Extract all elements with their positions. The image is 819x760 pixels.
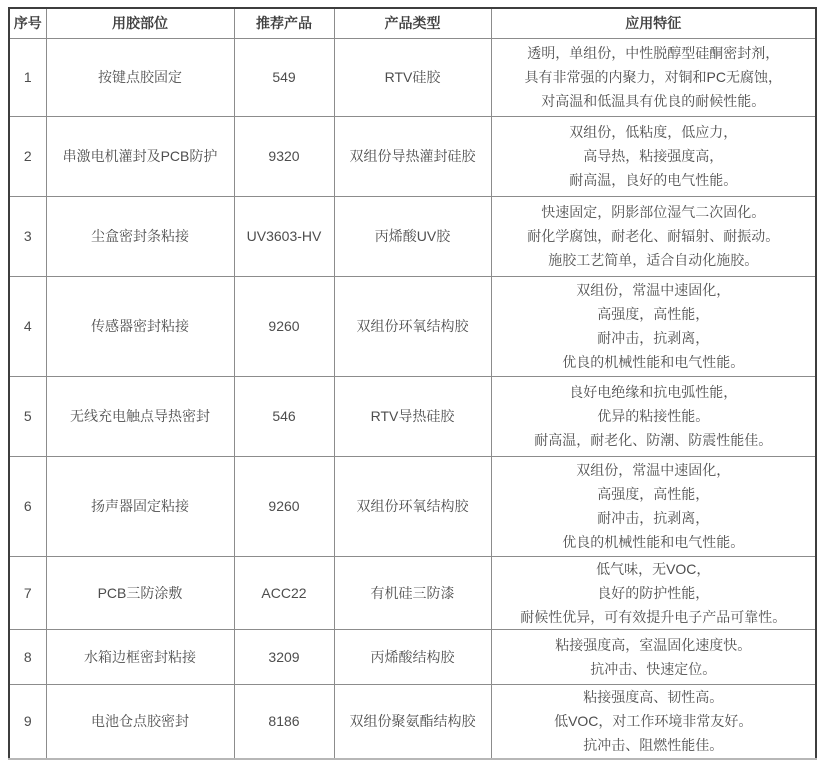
feature-line: 耐高温，耐老化、防潮、防震性能佳。 [534, 432, 773, 448]
table-row [9, 276, 816, 376]
feature-line: 对高温和低温具有优良的耐候性能。 [541, 93, 766, 109]
cell-application-features [491, 196, 816, 276]
feature-line: 快速固定，阴影部位湿气二次固化。 [541, 204, 766, 220]
feature-line: 透明，单组份，中性脱醇型硅酮密封剂， [527, 45, 780, 61]
feature-line: 耐高温，良好的电气性能。 [569, 172, 738, 188]
cell-index: 1 [9, 38, 46, 116]
table-row [9, 38, 816, 116]
table-row [9, 196, 816, 276]
cell-glue-part: 无线充电触点导热密封 [46, 376, 234, 456]
feature-line: 耐冲击，抗剥离， [597, 330, 710, 346]
feature-line: 双组份，常温中速固化， [576, 462, 731, 478]
cell-application-features [491, 629, 816, 684]
feature-line: 耐候性优异，可有效提升电子产品可靠性。 [520, 608, 787, 625]
table-row [9, 456, 816, 556]
feature-line: 抗冲击、快速定位。 [590, 660, 717, 677]
cell-recommended-product: UV3603-HV [234, 196, 334, 276]
cell-product-type: RTV硅胶 [334, 38, 491, 116]
table-row [9, 684, 816, 759]
feature-line: 低气味，无VOC， [596, 560, 711, 577]
cell-recommended-product: 3209 [234, 629, 334, 684]
cell-application-features [491, 376, 816, 456]
cell-product-type: 双组份环氧结构胶 [334, 456, 491, 556]
cell-recommended-product: 9320 [234, 116, 334, 196]
feature-line: 施胶工艺简单，适合自动化施胶。 [548, 252, 759, 268]
cell-glue-part: 传感器密封粘接 [46, 276, 234, 376]
col-header-glue-part: 用胶部位 [46, 8, 234, 38]
feature-line: 低VOC，对工作环境非常友好。 [554, 713, 753, 730]
cell-product-type: RTV导热硅胶 [334, 376, 491, 456]
feature-line: 粘接强度高，室温固化速度快。 [555, 636, 752, 653]
cell-application-features [491, 38, 816, 116]
cell-index: 7 [9, 556, 46, 629]
feature-line: 优良的机械性能和电气性能。 [562, 354, 745, 370]
table-row [9, 376, 816, 456]
cell-glue-part: 串激电机灌封及PCB防护 [46, 116, 234, 196]
cell-product-type: 丙烯酸UV胶 [334, 196, 491, 276]
product-spec-table [8, 7, 817, 760]
cell-recommended-product: 9260 [234, 276, 334, 376]
cell-index: 8 [9, 629, 46, 684]
col-header-product-type: 产品类型 [334, 8, 491, 38]
feature-line: 高强度，高性能， [597, 306, 710, 322]
feature-line: 优良的机械性能和电气性能。 [562, 534, 745, 550]
cell-index: 6 [9, 456, 46, 556]
feature-line: 耐冲击，抗剥离， [597, 510, 710, 526]
cell-recommended-product: 8186 [234, 684, 334, 759]
table-header-row [9, 8, 816, 38]
cell-index: 3 [9, 196, 46, 276]
cell-index: 5 [9, 376, 46, 456]
cell-glue-part: 按键点胶固定 [46, 38, 234, 116]
cell-index: 2 [9, 116, 46, 196]
cell-application-features [491, 556, 816, 629]
cell-recommended-product: 9260 [234, 456, 334, 556]
cell-glue-part: 水箱边框密封粘接 [46, 629, 234, 684]
cell-index: 4 [9, 276, 46, 376]
cell-application-features [491, 116, 816, 196]
cell-index: 9 [9, 684, 46, 759]
cell-glue-part: PCB三防涂敷 [46, 556, 234, 629]
feature-line: 具有非常强的内聚力，对铜和PC无腐蚀， [524, 69, 782, 85]
cell-recommended-product: ACC22 [234, 556, 334, 629]
cell-glue-part: 尘盒密封条粘接 [46, 196, 234, 276]
feature-line: 高强度，高性能， [597, 486, 710, 502]
cell-product-type: 丙烯酸结构胶 [334, 629, 491, 684]
feature-line: 耐化学腐蚀，耐老化、耐辐射、耐振动。 [527, 228, 780, 244]
feature-line: 双组份，常温中速固化， [576, 282, 731, 298]
cell-glue-part: 扬声器固定粘接 [46, 456, 234, 556]
table-row [9, 629, 816, 684]
cell-application-features [491, 456, 816, 556]
col-header-application-features: 应用特征 [491, 8, 816, 38]
cell-application-features [491, 276, 816, 376]
feature-line: 粘接强度高、韧性高。 [583, 689, 724, 706]
cell-product-type: 双组份聚氨酯结构胶 [334, 684, 491, 759]
table-row [9, 556, 816, 629]
cell-product-type: 双组份环氧结构胶 [334, 276, 491, 376]
cell-recommended-product: 546 [234, 376, 334, 456]
feature-line: 抗冲击、阻燃性能佳。 [583, 737, 724, 754]
cell-glue-part: 电池仓点胶密封 [46, 684, 234, 759]
cell-product-type: 有机硅三防漆 [334, 556, 491, 629]
cell-recommended-product: 549 [234, 38, 334, 116]
feature-line: 优异的粘接性能。 [597, 408, 710, 424]
col-header-index: 序号 [9, 8, 46, 38]
table-row [9, 116, 816, 196]
col-header-recommended-product: 推荐产品 [234, 8, 334, 38]
feature-line: 高导热，粘接强度高， [583, 148, 724, 164]
feature-line: 双组份，低粘度，低应力， [569, 124, 738, 140]
feature-line: 良好电绝缘和抗电弧性能， [569, 384, 738, 400]
cell-product-type: 双组份导热灌封硅胶 [334, 116, 491, 196]
feature-line: 良好的防护性能， [597, 584, 710, 601]
cell-application-features [491, 684, 816, 759]
